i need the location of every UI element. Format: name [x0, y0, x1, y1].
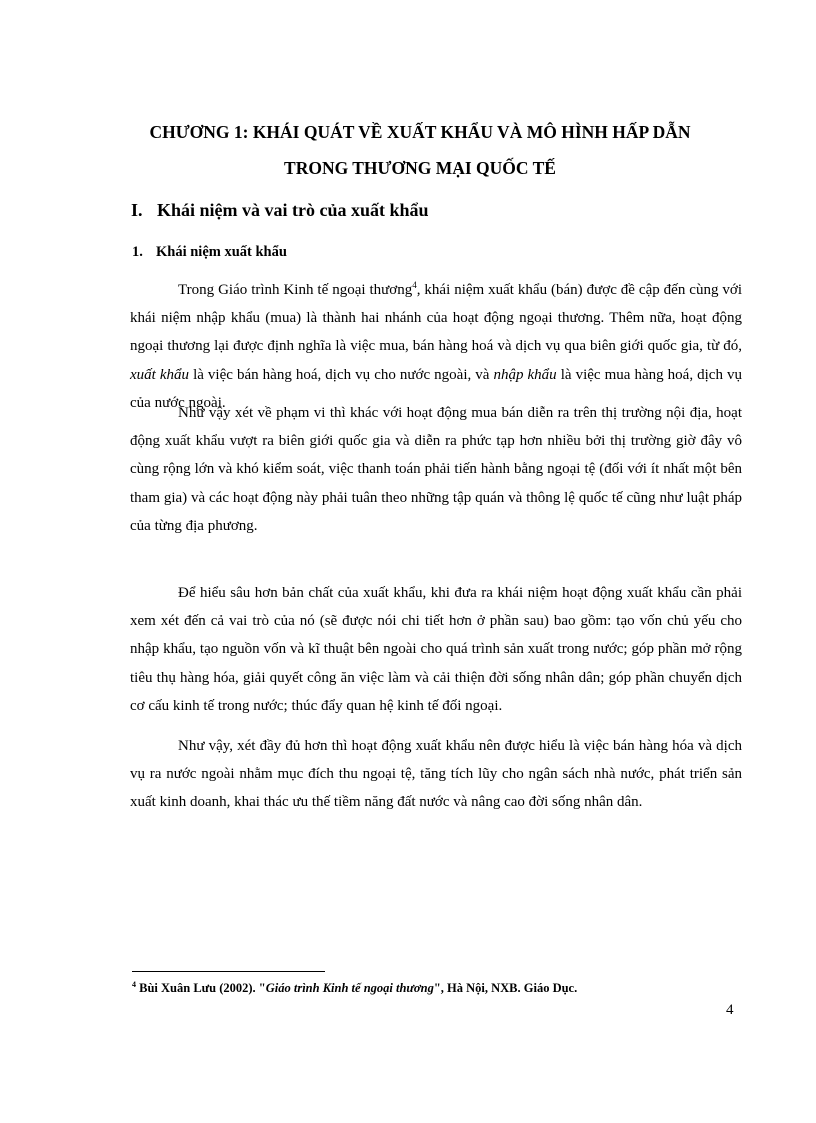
page-number: 4 [726, 1002, 734, 1018]
footnote-author: Bùi Xuân Lưu (2002). " [136, 981, 266, 995]
subsection-heading [132, 240, 287, 264]
chapter-title [100, 114, 740, 186]
section-heading [131, 196, 429, 224]
subsection-number: 1. [132, 244, 143, 260]
paragraph-1-text: là việc bán hàng hoá, dịch vụ cho nước ngoài, và [189, 366, 494, 383]
footnote-reference[interactable]: 4 [412, 280, 417, 290]
footnote-book-title: Giáo trình Kinh tế ngoại thương [265, 981, 434, 995]
term-xuat-khau: xuất khẩu [130, 366, 190, 383]
paragraph-1 [130, 276, 742, 417]
subsection-title: Khái niệm xuất khẩu [156, 244, 287, 260]
footnote-number: 4 [132, 979, 136, 989]
paragraph-4: Như vậy, xét đầy đủ hơn thì hoạt động xuất khẩu nên được hiểu là việc bán hàng hóa và dịch vụ ra nước ngoài nhằm mục đích thu ngoại tệ, tăng tích lũy cho ngân sách nhà nước, phát triển sản xuất kinh doanh, khai thác ưu thế tiềm năng đất nước và nâng cao đời sống nhân dân. [130, 738, 742, 811]
footnote [132, 979, 577, 997]
chapter-title-line-1: CHƯƠNG 1: KHÁI QUÁT VỀ XUẤT KHẨU VÀ MÔ HÌNH HẤP DẪN [149, 122, 691, 142]
section-title: Khái niệm và vai trò của xuất khẩu [157, 200, 429, 220]
footnote-separator [132, 971, 325, 972]
chapter-title-line-2: TRONG THƯƠNG MẠI QUỐC TẾ [284, 158, 556, 178]
term-nhap-khau: nhập khẩu [493, 366, 557, 383]
footnote-publisher: ", Hà Nội, NXB. Giáo Dục. [433, 981, 578, 995]
paragraph-3: Để hiểu sâu hơn bản chất của xuất khẩu, khi đưa ra khái niệm hoạt động xuất khẩu cần phải xem xét đến cả vai trò của nó (sẽ được nói chi tiết hơn ở phần sau) bao gồm: tạo vốn chủ yếu cho nhập khẩu, tạo nguồn vốn và kĩ thuật bên ngoài cho quá trình sản xuất trong nước; góp phần mở rộng tiêu thụ hàng hóa, giải quyết công ăn việc làm và cải thiện đời sống nhân dân; góp phần chuyển dịch cơ cấu kinh tế trong nước; thúc đẩy quan hệ kinh tế đối ngoại. [130, 585, 742, 714]
paragraph-1-text: Trong Giáo trình Kinh tế ngoại thương [178, 282, 413, 298]
section-number: I. [131, 200, 143, 220]
paragraph-1-text: là việc mua hàng hoá, dịch vụ của nước ngoài. [130, 366, 742, 411]
paragraph-1-text: , khái niệm xuất khẩu (bán) được đề cập đến cùng với khái niệm nhập khẩu (mua) là thành hai nhánh của hoạt động ngoại thương. Thêm nữa, hoạt động ngoại thương lại được định nghĩa là việc mua, bán hàng hoá và dịch vụ qua biên giới quốc gia, từ đó, [130, 282, 742, 355]
paragraph-2: Như vậy xét về phạm vi thì khác với hoạt động mua bán diễn ra trên thị trường nội địa, hoạt động xuất khẩu vượt ra biên giới quốc gia và diễn ra phức tạp hơn nhiều bởi thị trường giờ đây vô cùng rộng lớn và khó kiểm soát, việc thanh toán phải tiến hành bằng ngoại tệ (đối với ít nhất một bên tham gia) và các hoạt động này phải tuân theo những tập quán và thông lệ quốc tế cũng như luật pháp của từng địa phương. [130, 405, 742, 534]
